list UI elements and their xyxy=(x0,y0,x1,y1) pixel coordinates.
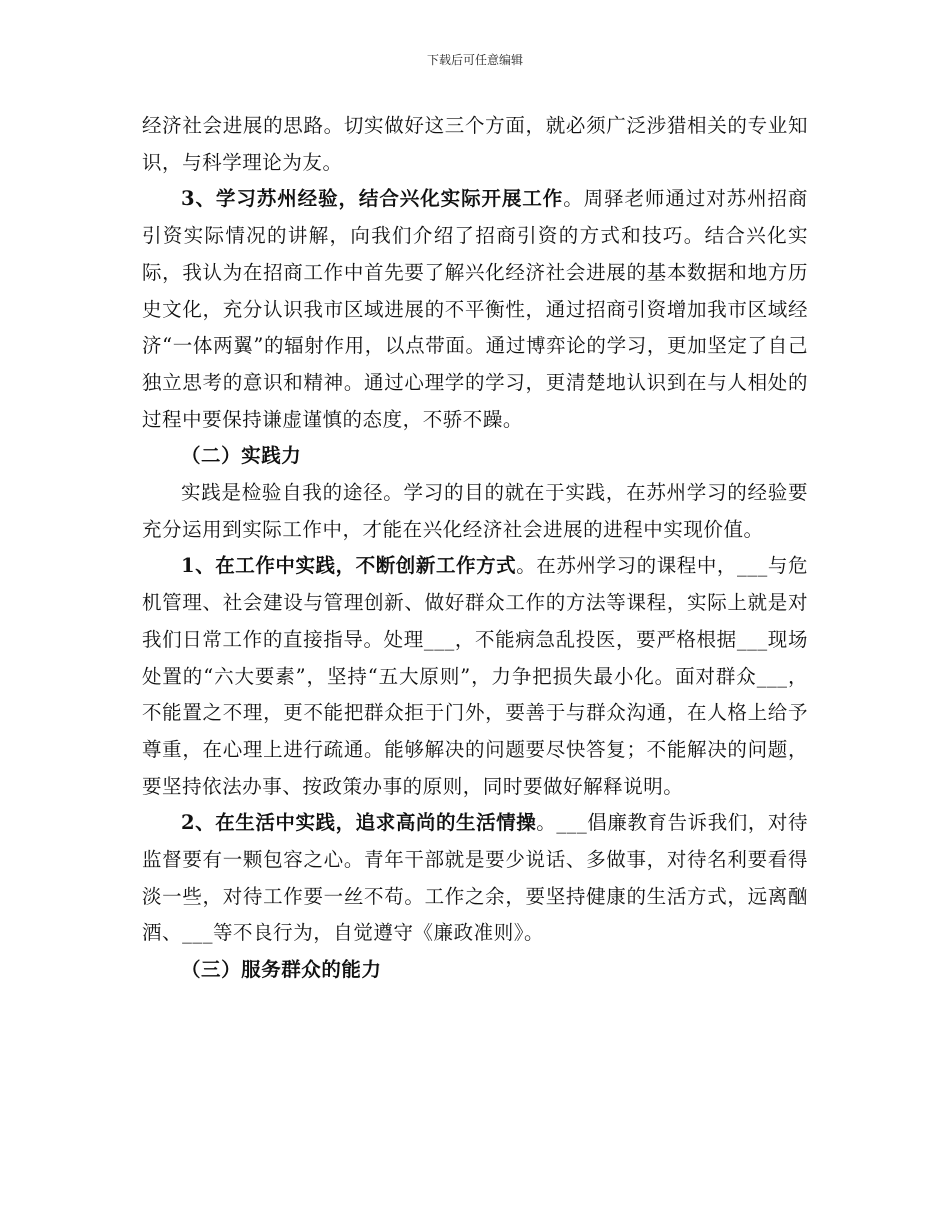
paragraph-text: 。在苏州学习的课程中，___与危机管理、社会建设与管理创新、做好群众工作的方法等课程，实际上就是对我们日常工作的直接指导。处理___，不能病急乱投医，要严格根据___现场处置的“六大要素”，坚持“五大原则”，力争把损失最小化。面对群众___，不能置之不理，更不能把群众拒于门外，要善于与群众沟通，在人格上给予尊重，在心理上进行疏通。能够解决的问题要尽快答复；不能解决的问题，要坚持依法办事、按政策办事的原则，同时要做好解释说明。 xyxy=(142,554,808,798)
page-header: 下载后可任意编辑 xyxy=(426,53,523,67)
paragraph-life-practice xyxy=(142,805,808,952)
paragraph-suzhou-experience xyxy=(142,181,808,438)
paragraph-work-practice xyxy=(142,548,808,805)
paragraph-practice-intro: 实践是检验自我的途径。学习的目的就在于实践，在苏州学习的经验要充分运用到实际工作中，才能在兴化经济社会进展的进程中实现价值。 xyxy=(142,481,808,541)
paragraph-lead: 3、学习苏州经验，结合兴化实际开展工作 xyxy=(181,187,564,211)
section-heading-service: （三）服务群众的能力 xyxy=(181,958,382,982)
paragraph-lead: 2、在生活中实践，追求高尚的生活情操 xyxy=(181,811,537,835)
paragraph-text: 。___倡廉教育告诉我们，对待监督要有一颗包容之心。青年干部就是要少说话、多做事，对待名利要看得淡一些，对待工作要一丝不苟。工作之余，要坚持健康的生活方式，远离酗酒、___等不良行为，自觉遵守《廉政准则》。 xyxy=(142,811,809,945)
paragraph-lead: 1、在工作中实践，不断创新工作方式 xyxy=(181,554,517,578)
paragraph-continuation: 经济社会进展的思路。切实做好这三个方面，就必须广泛涉猎相关的专业知识，与科学理论为友。 xyxy=(142,114,808,174)
paragraph-text: 。周驿老师通过对苏州招商引资实际情况的讲解，向我们介绍了招商引资的方式和技巧。结合兴化实际，我认为在招商工作中首先要了解兴化经济社会进展的基本数据和地方历史文化，充分认识我市区域进展的不平衡性，通过招商引资增加我市区域经济“一体两翼”的辐射作用，以点带面。通过博弈论的学习，更加坚定了自己独立思考的意识和精神。通过心理学的学习，更清楚地认识到在与人相处的过程中要保持谦虚谨慎的态度，不骄不躁。 xyxy=(142,187,808,431)
document-body xyxy=(142,108,808,989)
section-heading-practice: （二）实践力 xyxy=(181,444,302,468)
